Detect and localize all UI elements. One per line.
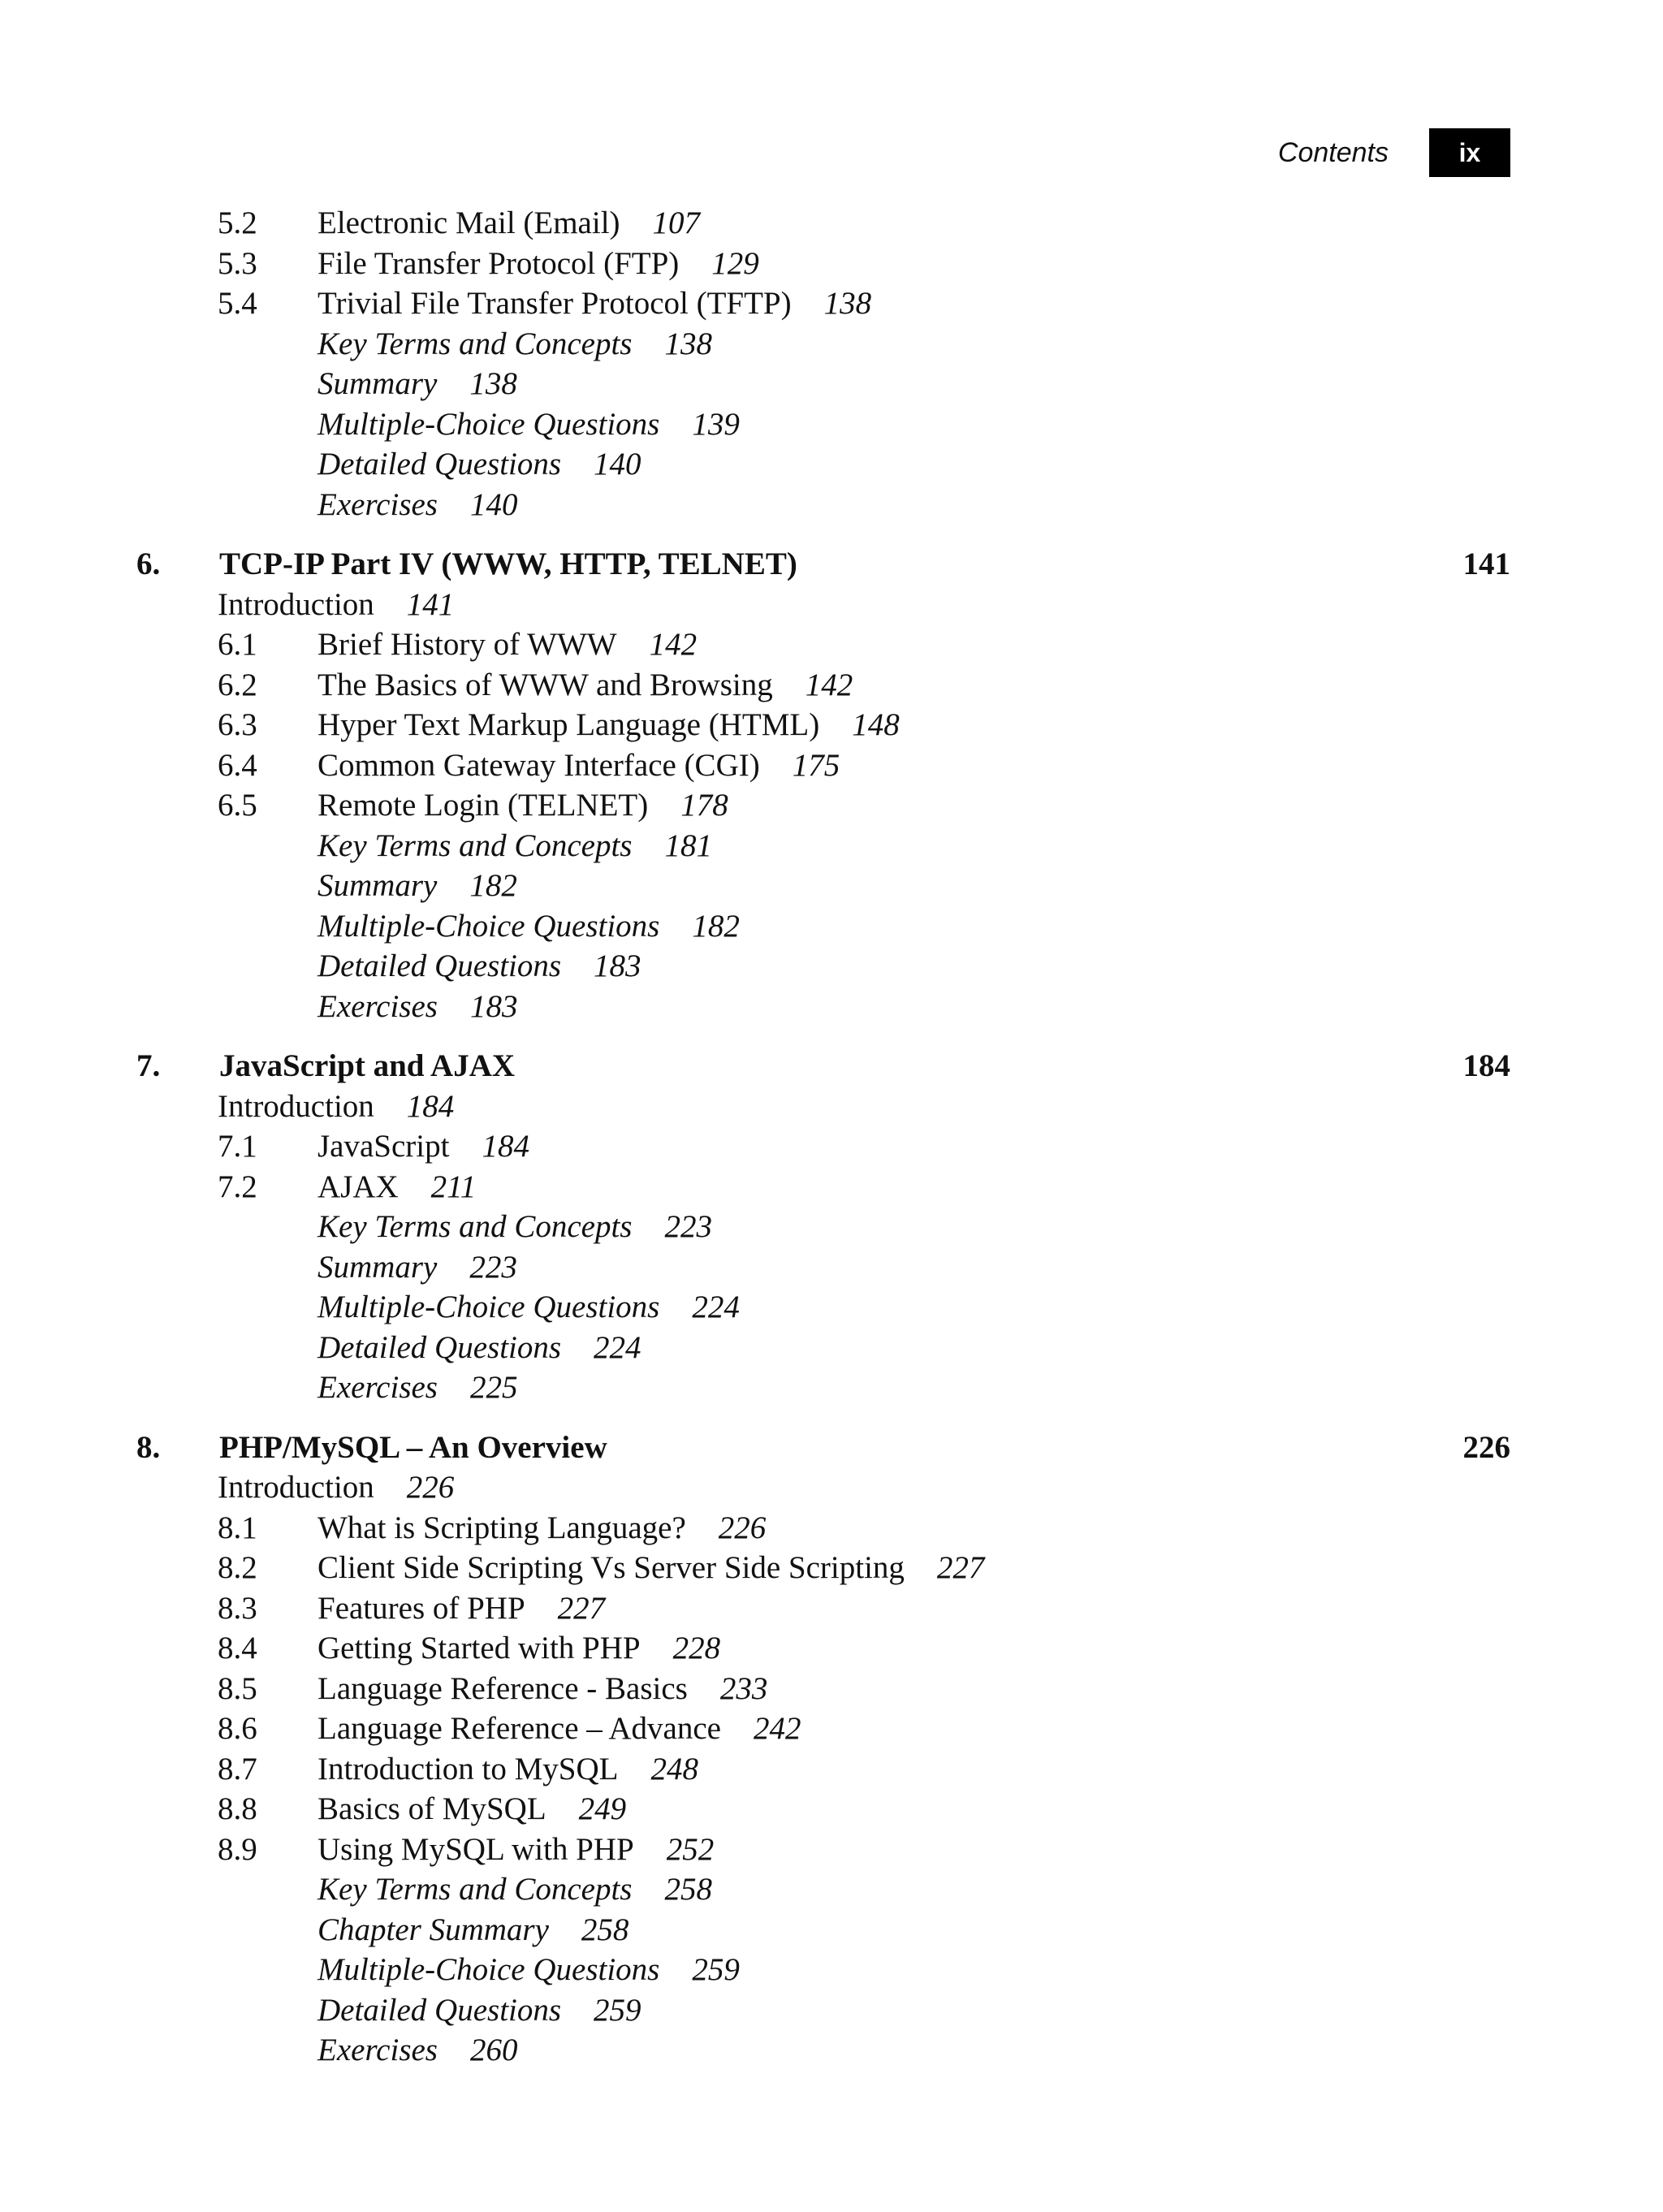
section-page: 259 [692, 1952, 740, 1987]
section-number: 5.3 [218, 245, 257, 281]
section-number: 8.2 [218, 1550, 257, 1585]
section-title: Getting Started with PHP [317, 1631, 641, 1665]
section-title: Detailed Questions [317, 948, 562, 983]
section-number: 6.2 [218, 667, 257, 702]
section-title: Electronic Mail (Email) [317, 205, 620, 240]
section-title: Key Terms and Concepts [317, 1872, 633, 1907]
section-page: 142 [649, 627, 698, 662]
section-page: 141 [406, 586, 455, 622]
chapter-number: 6. [136, 547, 161, 581]
section-number: 8.3 [218, 1590, 257, 1626]
section-title: Detailed Questions [317, 447, 562, 482]
section-title: Client Side Scripting Vs Server Side Scripting [317, 1550, 905, 1585]
section-page: 140 [469, 486, 518, 522]
section-page: 183 [594, 948, 641, 983]
section-title: Basics of MySQL [317, 1791, 546, 1826]
section-title: Remote Login (TELNET) [317, 788, 649, 823]
section-number: 7.1 [218, 1129, 257, 1164]
section-title: Summary [317, 366, 438, 401]
section-title: Common Gateway Interface (CGI) [317, 747, 760, 783]
section-title: Exercises [317, 2033, 438, 2067]
section-title: JavaScript [317, 1129, 450, 1164]
section-number: 6.5 [218, 788, 257, 823]
section-title: Multiple-Choice Questions [317, 908, 660, 944]
section-title: Language Reference - Basics [317, 1670, 688, 1706]
chapter-title[interactable]: JavaScript and AJAX [219, 1048, 516, 1083]
section-number: 6.4 [218, 747, 257, 783]
section-number: 8.6 [218, 1711, 257, 1746]
section-page: 224 [594, 1329, 641, 1365]
chapter-number: 8. [136, 1429, 161, 1465]
section-title: Exercises [317, 988, 438, 1024]
section-number: 8.7 [218, 1751, 257, 1786]
section-title: Chapter Summary [317, 1912, 549, 1947]
section-page: 223 [664, 1209, 712, 1244]
chapter-title[interactable]: TCP-IP Part IV (WWW, HTTP, TELNET) [219, 547, 797, 581]
section-page: 182 [692, 908, 740, 944]
section-title: Key Terms and Concepts [317, 326, 633, 361]
section-number: 7.2 [218, 1169, 257, 1204]
section-number: 8.8 [218, 1791, 257, 1826]
section-page: 249 [578, 1791, 627, 1826]
section-page: 140 [594, 447, 641, 482]
section-number: 5.4 [218, 286, 257, 321]
section-title: Key Terms and Concepts [317, 1209, 633, 1244]
chapter-page: 184 [1462, 1048, 1510, 1083]
section-page: 138 [664, 326, 712, 361]
section-title: Introduction to MySQL [317, 1751, 619, 1786]
section-page: 138 [823, 286, 872, 321]
section-page: 129 [711, 245, 759, 281]
section-title: Detailed Questions [317, 1329, 562, 1365]
section-number: 6.1 [218, 627, 257, 662]
section-page: 224 [692, 1290, 740, 1324]
section-title: Introduction [218, 1088, 374, 1124]
section-title: File Transfer Protocol (FTP) [317, 245, 680, 281]
section-title: The Basics of WWW and Browsing [317, 667, 773, 702]
section-page: 148 [852, 707, 900, 742]
section-title: Exercises [317, 1370, 438, 1405]
section-title: Hyper Text Markup Language (HTML) [317, 707, 820, 742]
section-page: 226 [718, 1510, 767, 1545]
section-page: 227 [936, 1550, 985, 1585]
section-title: Exercises [317, 486, 438, 522]
section-page: 242 [753, 1711, 801, 1746]
section-number: 5.2 [218, 205, 257, 240]
section-page: 248 [650, 1751, 698, 1786]
section-number: 8.5 [218, 1670, 257, 1706]
section-title: What is Scripting Language? [317, 1510, 686, 1545]
section-title: Features of PHP [317, 1590, 525, 1626]
section-page: 258 [664, 1872, 712, 1907]
section-title: Detailed Questions [317, 1992, 562, 2028]
section-page: 258 [581, 1912, 629, 1947]
section-title: Using MySQL with PHP [317, 1831, 634, 1867]
section-title: Brief History of WWW [317, 627, 617, 662]
section-page: 228 [672, 1631, 721, 1665]
section-page: 233 [719, 1670, 768, 1706]
section-page: 139 [692, 406, 740, 442]
chapter-number: 7. [136, 1048, 161, 1083]
section-page: 223 [469, 1249, 517, 1285]
section-number: 6.3 [218, 707, 257, 742]
section-page: 138 [469, 366, 517, 401]
section-title: Trivial File Transfer Protocol (TFTP) [317, 286, 792, 321]
page-number-badge: ix [1429, 128, 1510, 177]
section-page: 183 [469, 988, 518, 1024]
section-page: 259 [594, 1992, 641, 2028]
section-page: 260 [469, 2033, 518, 2067]
section-page: 142 [805, 667, 853, 702]
chapter-title[interactable]: PHP/MySQL – An Overview [219, 1429, 607, 1465]
section-number: 8.1 [218, 1510, 257, 1545]
section-title: Multiple-Choice Questions [317, 1290, 660, 1324]
header-label: Contents [1277, 136, 1389, 168]
chapter-page: 226 [1462, 1429, 1510, 1465]
section-number: 8.9 [218, 1831, 257, 1867]
section-page: 252 [666, 1831, 715, 1867]
section-number: 8.4 [218, 1631, 257, 1665]
section-page: 211 [430, 1169, 477, 1204]
section-title: Introduction [218, 586, 374, 622]
section-title: Multiple-Choice Questions [317, 406, 660, 442]
section-page: 225 [469, 1370, 518, 1405]
section-page: 175 [792, 747, 840, 783]
section-page: 181 [664, 827, 712, 863]
section-page: 107 [652, 205, 701, 240]
section-page: 227 [557, 1590, 606, 1626]
section-page: 184 [482, 1129, 529, 1164]
page-header [1278, 128, 1510, 177]
section-title: Language Reference – Advance [317, 1711, 721, 1746]
section-page: 178 [680, 788, 728, 823]
section-title: Summary [317, 1249, 438, 1285]
section-page: 226 [406, 1470, 455, 1505]
section-title: Summary [317, 868, 438, 903]
section-title: Multiple-Choice Questions [317, 1952, 660, 1987]
chapter-page: 141 [1462, 547, 1510, 581]
section-page: 182 [469, 868, 517, 903]
section-page: 184 [406, 1088, 455, 1124]
section-title: Key Terms and Concepts [317, 827, 633, 863]
section-title: AJAX [317, 1169, 399, 1204]
section-title: Introduction [218, 1470, 374, 1505]
